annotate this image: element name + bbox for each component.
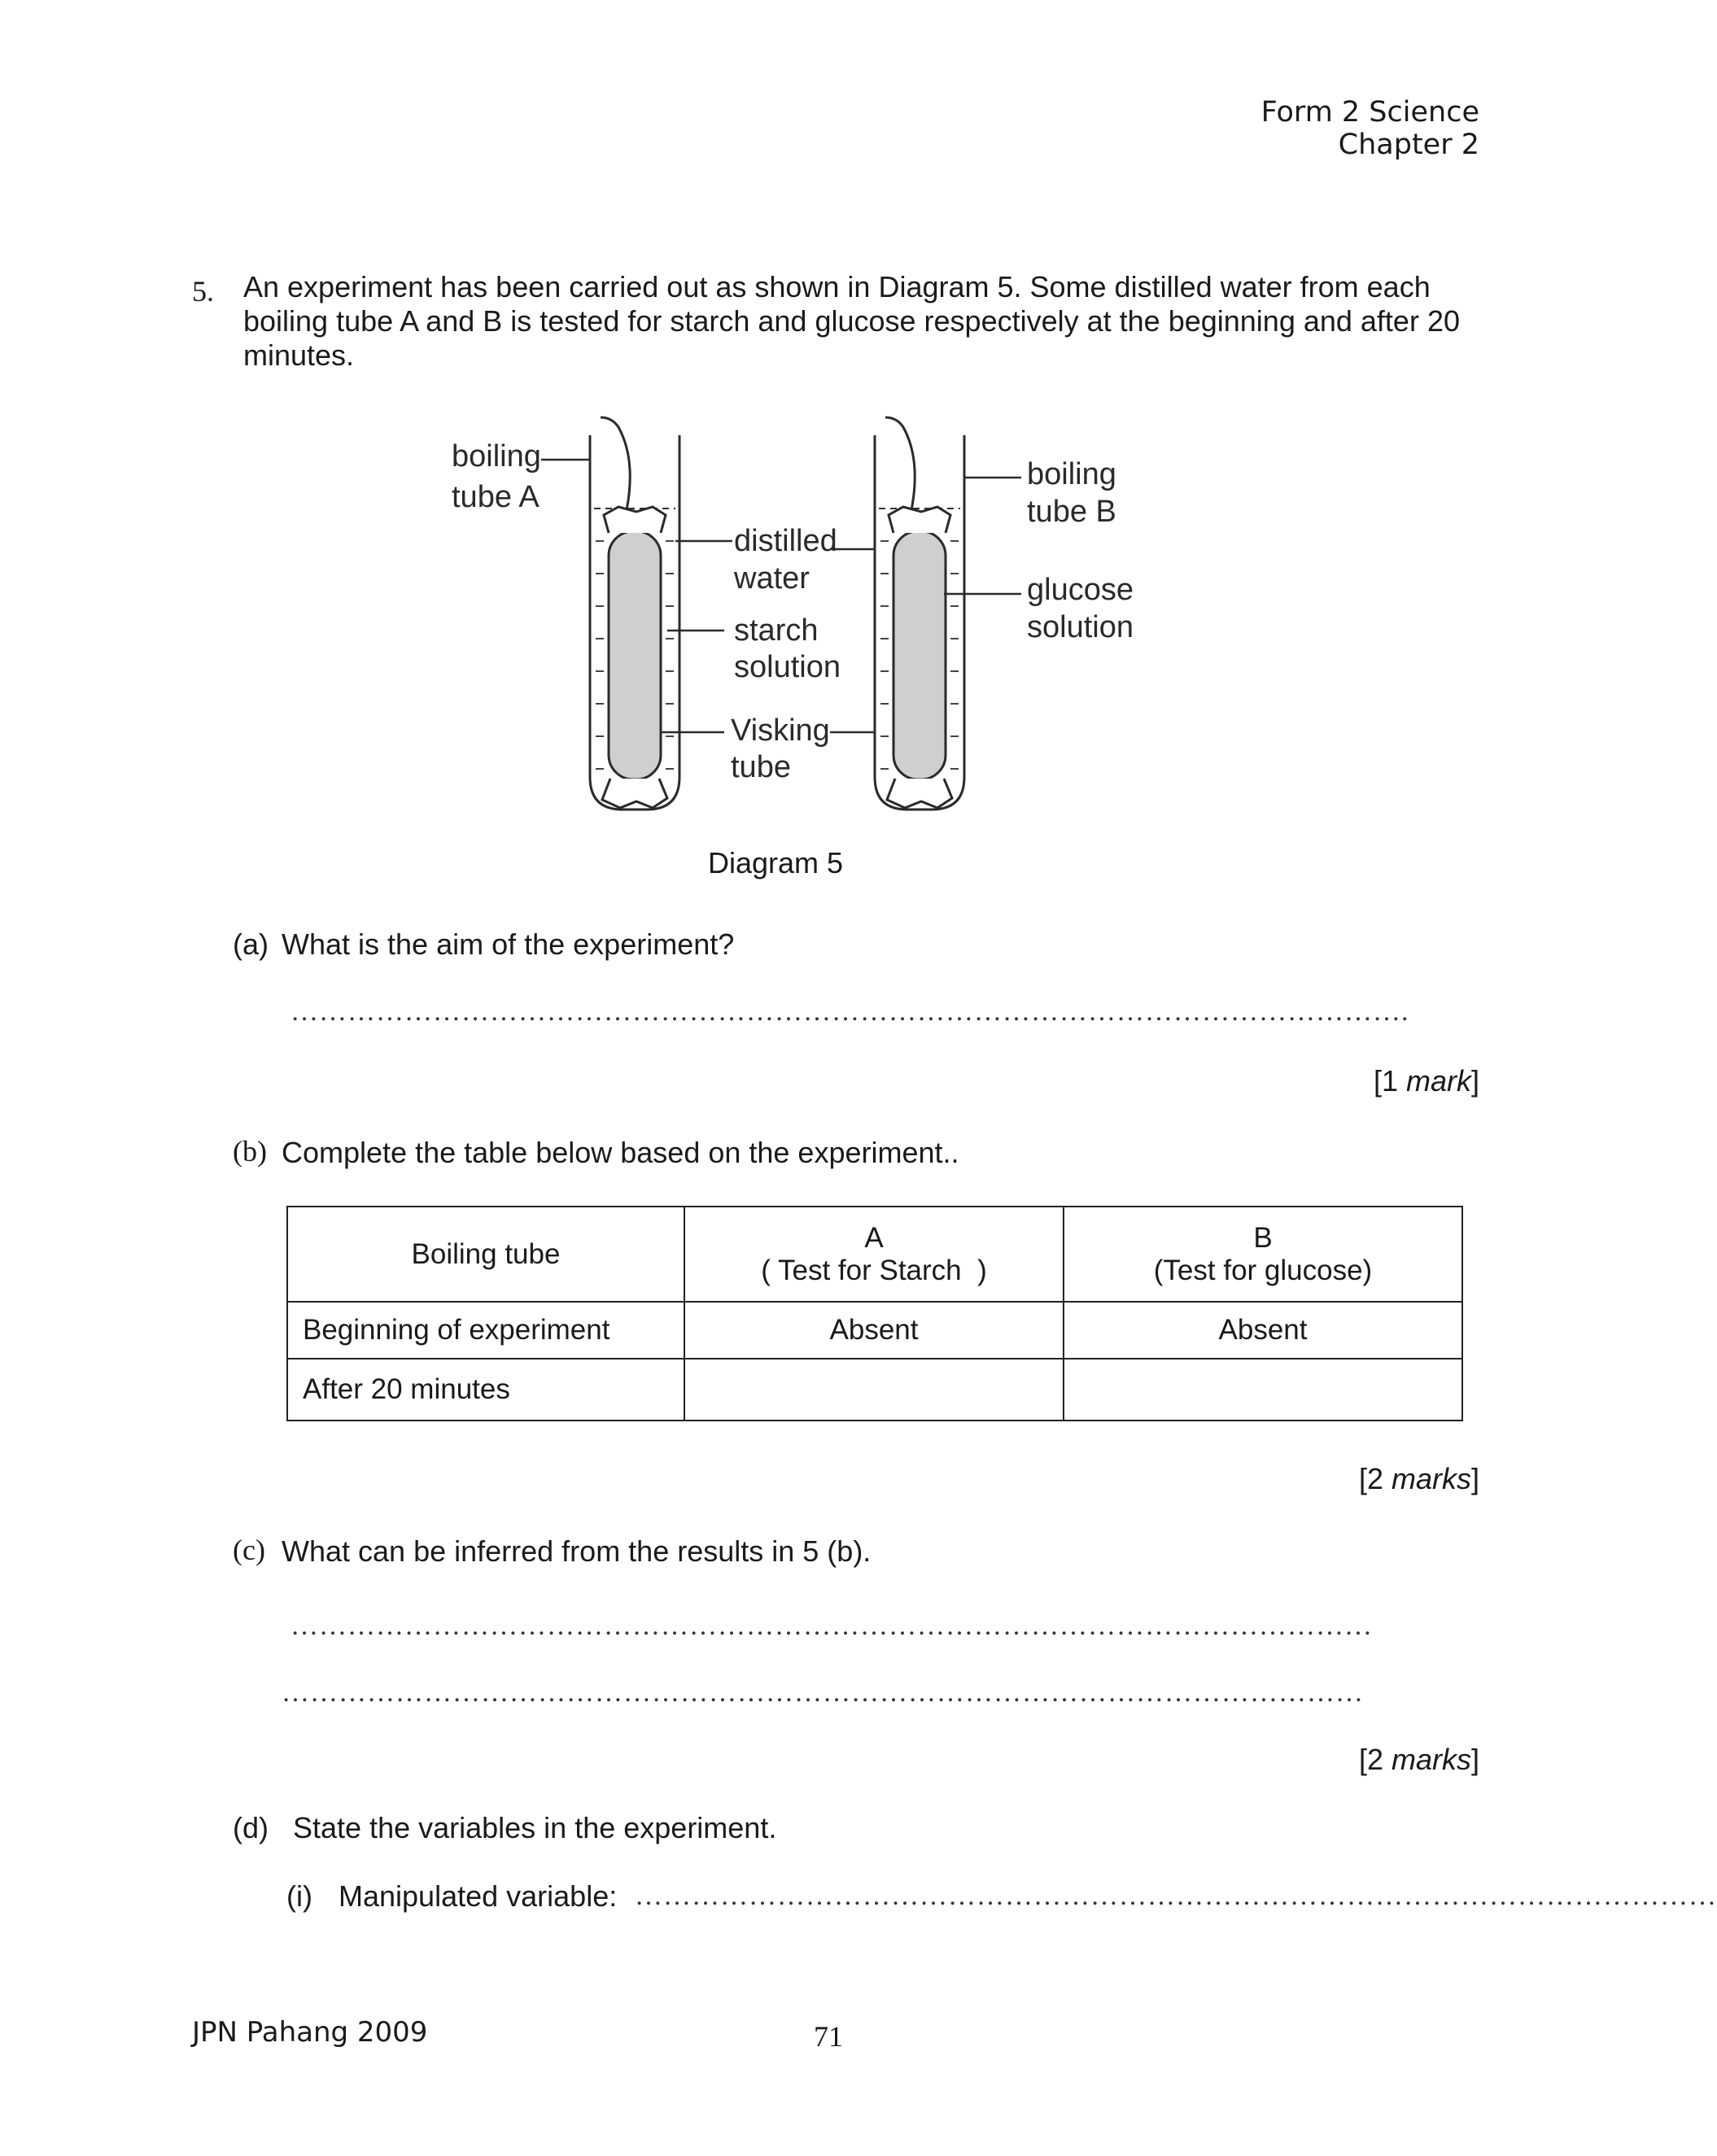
part-c-label: (c) [233, 1534, 265, 1566]
question-text: An experiment has been carried out as shown in Diagram 5. Some distilled water from each boiling tube A and B is tested for starch and glucose respectively at the beginning and after 20 minutes. [243, 270, 1460, 372]
marks-c: [2 marks] [1358, 1743, 1479, 1776]
part-d-text: State the variables in the experiment. [293, 1811, 777, 1844]
visking-tube-b [893, 531, 946, 779]
answer-line-d-i[interactable]: …………………………………………………………………………………………………… [635, 1881, 1717, 1911]
part-d-label: (d) [233, 1811, 269, 1844]
chapter-title: Chapter 2 [1338, 129, 1479, 161]
answer-line-c1[interactable]: …………………………………………………………………………………………………… [291, 1611, 1373, 1641]
thread-b [885, 417, 915, 510]
header-b-test: (Test for glucose) [1153, 1254, 1373, 1286]
part-a-label: (a) [233, 927, 269, 961]
subject-title: Form 2 Science [1260, 96, 1479, 129]
header-tube-a [684, 1207, 1064, 1302]
part-b-label: (b) [233, 1135, 267, 1167]
visking-knot-bottom-b [887, 779, 952, 808]
thread-a [601, 417, 630, 510]
page-header [1261, 96, 1479, 161]
visking-tube-a [609, 531, 661, 779]
page-number: 71 [814, 2020, 843, 2053]
footer-source: JPN Pahang 2009 [192, 2016, 428, 2049]
row-beginning-b: Absent [1064, 1302, 1462, 1359]
results-table [286, 1206, 1463, 1421]
table-row [287, 1302, 1462, 1359]
label-tube-a: tube A [452, 480, 540, 514]
header-a-letter: A [864, 1221, 884, 1254]
row-beginning-label: Beginning of experiment [287, 1302, 684, 1359]
label-tube-b: tube B [1027, 495, 1116, 529]
marks-b: [2 marks] [1358, 1462, 1479, 1495]
answer-line-c2[interactable]: …………………………………………………………………………………………………… [282, 1678, 1364, 1708]
answer-line-a[interactable]: ………………………………………………………………………………………………………. [291, 997, 1409, 1027]
header-tube-b [1064, 1207, 1462, 1302]
part-c-text: What can be inferred from the results in 5 (b). [282, 1534, 872, 1568]
label-glucose: glucose [1027, 573, 1134, 607]
row-after-b-answer[interactable] [1064, 1359, 1462, 1421]
question-number: 5. [192, 275, 214, 308]
header-boiling-tube: Boiling tube [287, 1207, 684, 1302]
marks-a: [1 mark] [1373, 1064, 1479, 1098]
diagram-caption: Diagram 5 [708, 846, 844, 879]
visking-knot-bottom-a [602, 779, 667, 808]
header-a-test: ( Test for Starch ) [761, 1254, 987, 1286]
part-a-text: What is the aim of the experiment? [282, 927, 735, 961]
visking-knot-top-a [604, 507, 666, 533]
visking-knot-top-b [889, 507, 950, 533]
label-boiling-b: boiling [1027, 457, 1116, 491]
row-after-label: After 20 minutes [287, 1359, 684, 1421]
table-row [287, 1359, 1462, 1421]
header-b-letter: B [1253, 1221, 1273, 1254]
part-b-text: Complete the table below based on the experiment.. [282, 1136, 959, 1169]
label-tube: tube [731, 750, 791, 784]
part-d-i-label: (i) [286, 1879, 312, 1913]
label-starch-solution: solution [734, 650, 841, 684]
row-after-a-answer[interactable] [684, 1359, 1064, 1421]
row-beginning-a: Absent [684, 1302, 1064, 1359]
label-glucose-solution: solution [1027, 610, 1134, 644]
label-distilled: distilled [734, 524, 837, 558]
label-boiling-a: boiling [452, 439, 541, 474]
label-starch: starch [734, 613, 819, 648]
part-d-i-text: Manipulated variable: [339, 1879, 618, 1913]
label-visking: Visking [731, 714, 830, 748]
label-water: water [734, 561, 810, 596]
experiment-diagram [423, 411, 1172, 842]
table-header-row [287, 1207, 1462, 1302]
